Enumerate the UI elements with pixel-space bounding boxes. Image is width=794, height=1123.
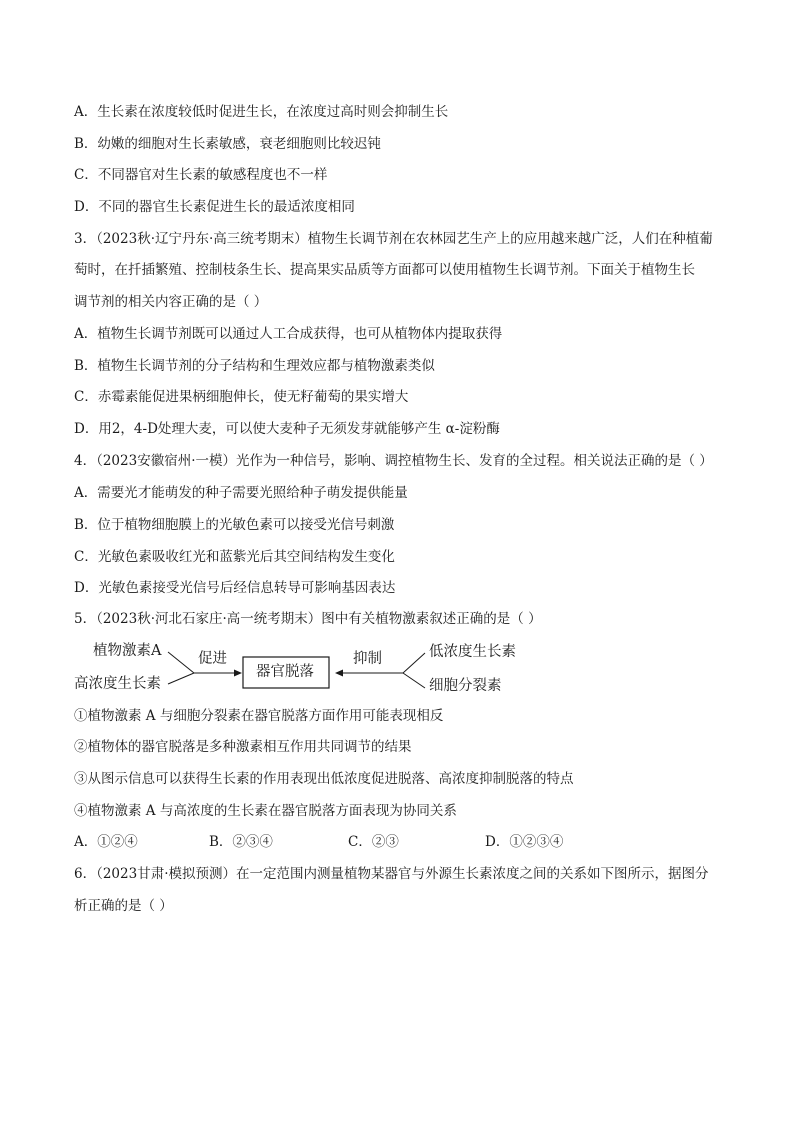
q2-option-a: A．生长素在浓度较低时促进生长，在浓度过高时则会抑制生长 <box>74 104 449 120</box>
q3-stem-line1: 3．（2023秋·辽宁丹东·高三统考期末）植物生长调节剂在农林园艺生产上的应用越来越广泛，人们在种植葡 <box>74 231 713 247</box>
q3-option-a: A．植物生长调节剂既可以通过人工合成获得，也可从植物体内提取获得 <box>74 326 503 342</box>
q2-option-c: C．不同器官对生长素的敏感程度也不一样 <box>74 167 328 183</box>
q5-statement-2: ②植物体的器官脱落是多种激素相互作用共同调节的结果 <box>74 739 412 755</box>
line-hormone-a <box>168 652 194 673</box>
label-organ-abscission: 器官脱落 <box>256 664 314 680</box>
label-promote: 促进 <box>198 651 227 667</box>
q4-option-b: B．位于植物细胞膜上的光敏色素可以接受光信号刺激 <box>74 517 395 533</box>
promote-arrowhead <box>234 670 242 677</box>
q5-stem: 5．（2023秋·河北石家庄·高一统考期末）图中有关植物激素叙述正确的是（ ） <box>74 611 542 627</box>
q5-statement-4: ④植物激素 A 与高浓度的生长素在器官脱落方面表现为协同关系 <box>74 803 457 819</box>
q6-stem-line2: 析正确的是（ ） <box>74 898 173 914</box>
inhibit-arrowhead <box>335 670 343 677</box>
q4-stem: 4．（2023安徽宿州·一模）光作为一种信号，影响、调控植物生长、发育的全过程。相关说法正确的是（ ） <box>74 453 713 469</box>
line-high-auxin <box>168 673 194 684</box>
q3-option-c: C．赤霉素能促进果柄细胞伸长，使无籽葡萄的果实增大 <box>74 389 409 405</box>
q2-option-d: D．不同的器官生长素促进生长的最适浓度相同 <box>74 199 355 215</box>
q4-option-a: A．需要光才能萌发的种子需要光照给种子萌发提供能量 <box>74 485 408 501</box>
q5-statement-1: ①植物激素 A 与细胞分裂素在器官脱落方面作用可能表现相反 <box>74 708 444 724</box>
q4-option-d: D．光敏色素接受光信号后经信息转导可影响基因表达 <box>74 580 396 596</box>
label-inhibit: 抑制 <box>353 651 382 667</box>
q3-stem-line3: 调节剂的相关内容正确的是（ ） <box>74 294 268 310</box>
q3-stem-line2: 萄时，在扦插繁殖、控制枝条生长、提高果实品质等方面都可以使用植物生长调节剂。下面关于植物生长 <box>74 262 695 278</box>
q5-option-a: A．①②④ <box>74 834 138 850</box>
q5-option-b: B．②③④ <box>209 834 273 850</box>
q2-option-b: B．幼嫩的细胞对生长素敏感，衰老细胞则比较迟钝 <box>74 136 381 152</box>
q5-hormone-diagram <box>70 636 550 702</box>
q5-option-d: D．①②③④ <box>485 834 564 850</box>
q4-option-c: C．光敏色素吸收红光和蓝紫光后其空间结构发生变化 <box>74 549 395 565</box>
q5-option-c: C．②③ <box>348 834 399 850</box>
label-cytokinin: 细胞分裂素 <box>429 678 502 694</box>
line-low-auxin <box>403 653 425 673</box>
label-hormone-a: 植物激素A <box>93 643 162 659</box>
q5-statement-3: ③从图示信息可以获得生长素的作用表现出低浓度促进脱落、高浓度抑制脱落的特点 <box>74 771 574 787</box>
q3-option-b: B．植物生长调节剂的分子结构和生理效应都与植物激素类似 <box>74 358 435 374</box>
q3-option-d: D．用2，4-D处理大麦，可以使大麦种子无须发芽就能够产生 α-淀粉酶 <box>74 421 500 437</box>
q6-stem-line1: 6．（2023甘肃·模拟预测）在一定范围内测量植物某器官与外源生长素浓度之间的关系如下图所示，据图分 <box>74 866 709 882</box>
line-cytokinin <box>403 673 425 688</box>
label-high-auxin: 高浓度生长素 <box>74 676 161 692</box>
label-low-auxin: 低浓度生长素 <box>429 644 516 660</box>
